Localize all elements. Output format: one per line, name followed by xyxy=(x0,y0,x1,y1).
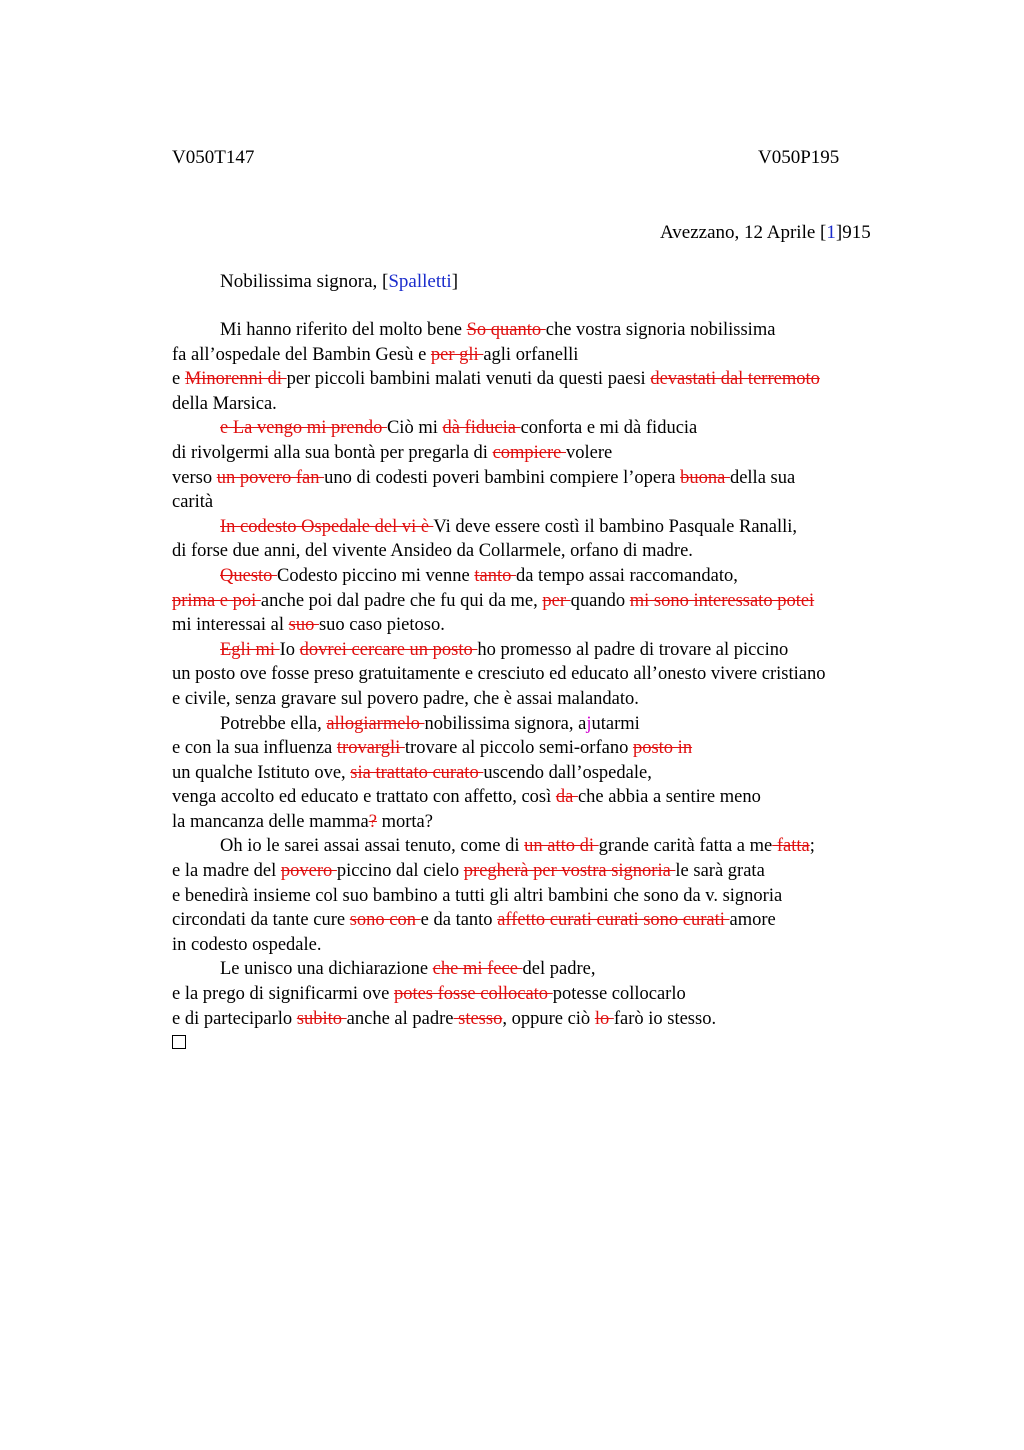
text-segment: un qualche Istituto ove, xyxy=(172,762,351,783)
salutation-text: Nobilissima signora, [ xyxy=(220,271,389,292)
deleted-text: Egli mi xyxy=(220,639,280,660)
text-segment: conforta e mi dà fiducia xyxy=(520,418,698,439)
deleted-text: trovargli xyxy=(336,738,405,759)
deleted-text: affetto curati curati sono curati xyxy=(497,910,730,931)
letter-body xyxy=(172,318,932,1056)
deleted-text: per xyxy=(542,590,571,611)
text-segment: anche al padre xyxy=(346,1008,454,1029)
deleted-text: potes fosse collocato xyxy=(393,984,553,1005)
salutation-editorial-name: Spalletti xyxy=(388,271,452,292)
text-line xyxy=(172,933,932,958)
text-segment: la mancanza delle mamma xyxy=(172,811,369,832)
deleted-text: fatta xyxy=(772,836,810,857)
deleted-text: sia trattato curato xyxy=(350,762,484,783)
deleted-text: povero xyxy=(280,861,337,882)
salutation-text-end: ] xyxy=(451,271,459,292)
text-line xyxy=(172,1007,932,1032)
deleted-text: che mi fece xyxy=(432,959,523,980)
text-segment: ho promesso al padre di trovare al piccino xyxy=(477,639,789,660)
deleted-text: tanto xyxy=(474,565,516,586)
deleted-text: da xyxy=(555,787,578,808)
text-line xyxy=(172,712,932,737)
text-segment: carità xyxy=(172,492,214,513)
deleted-text: prima e poi xyxy=(172,590,261,611)
deleted-text: Minorenni di xyxy=(184,369,287,390)
text-line xyxy=(172,490,932,515)
text-segment: potesse collocarlo xyxy=(552,984,686,1005)
text-segment: mi interessai al xyxy=(172,615,289,636)
deleted-text: pregherà per vostra signoria xyxy=(463,861,676,882)
text-segment: della sua xyxy=(729,467,796,488)
text-segment: agli orfanelli xyxy=(483,344,579,365)
text-line xyxy=(172,466,932,491)
text-line xyxy=(172,539,932,564)
deleted-text: un atto di xyxy=(524,836,599,857)
text-segment: quando xyxy=(570,590,630,611)
text-segment: piccino dal cielo xyxy=(336,861,464,882)
text-line xyxy=(172,416,932,441)
deleted-text: compiere xyxy=(492,442,567,463)
text-segment: in codesto ospedale. xyxy=(172,934,322,955)
text-line xyxy=(172,515,932,540)
deleted-text: per gli xyxy=(430,344,484,365)
text-line xyxy=(172,982,932,1007)
text-segment: della Marsica. xyxy=(172,393,277,414)
text-segment: del padre, xyxy=(522,959,596,980)
date-text: Avezzano, 12 Aprile [ xyxy=(660,222,827,243)
text-line xyxy=(172,908,932,933)
text-line xyxy=(172,687,932,712)
text-line xyxy=(172,785,932,810)
text-segment: utarmi xyxy=(591,713,640,734)
deleted-text: buona xyxy=(680,467,730,488)
text-segment: ; xyxy=(809,836,815,857)
text-segment: Le unisco una dichiarazione xyxy=(220,959,433,980)
text-segment: di forse due anni, del vivente Ansideo da Collarmele, orfano di madre. xyxy=(172,541,693,562)
text-line xyxy=(172,589,932,614)
text-line xyxy=(172,859,932,884)
document-code-left: V050T147 xyxy=(172,147,255,168)
text-segment: Codesto piccino mi venne xyxy=(277,565,475,586)
text-segment: e con la sua influenza xyxy=(172,738,337,759)
text-line xyxy=(172,810,932,835)
date-editorial-insert: 1 xyxy=(826,222,836,243)
deleted-text: e La vengo mi prendo xyxy=(220,418,387,439)
text-line xyxy=(172,662,932,687)
text-segment: di rivolgermi alla sua bontà per pregarla di xyxy=(172,442,493,463)
text-segment: grande carità fatta a me xyxy=(598,836,773,857)
deleted-text: Questo xyxy=(220,565,278,586)
text-line xyxy=(172,441,932,466)
date-text-end: ]915 xyxy=(835,222,871,243)
text-line xyxy=(172,736,932,761)
text-line xyxy=(172,367,932,392)
text-segment: Oh io le sarei assai assai tenuto, come di xyxy=(220,836,525,857)
text-segment: Ciò mi xyxy=(386,418,443,439)
text-segment: un posto ove fosse preso gratuitamente e cresciuto ed educato all’onesto vivere cristiano xyxy=(172,664,826,685)
text-line xyxy=(172,343,932,368)
deleted-text: un povero fan xyxy=(216,467,325,488)
text-segment: uscendo dall’ospedale, xyxy=(483,762,652,783)
deleted-text: dovrei cercare un posto xyxy=(299,639,478,660)
deleted-text: subito xyxy=(296,1008,347,1029)
text-line xyxy=(172,564,932,589)
text-segment: da tempo assai raccomandato, xyxy=(515,565,738,586)
correction-text: j xyxy=(586,713,592,734)
text-segment: che vostra signoria nobilissima xyxy=(545,320,776,340)
text-segment: le sarà grata xyxy=(675,861,765,882)
deleted-text: devastati dal terremoto xyxy=(650,369,820,390)
deleted-text: sono con xyxy=(349,910,421,931)
text-line xyxy=(172,957,932,982)
text-segment: e la madre del xyxy=(172,861,281,882)
text-line xyxy=(172,392,932,417)
text-line xyxy=(172,318,932,343)
text-segment: e la prego di significarmi ove xyxy=(172,984,394,1005)
deleted-text: allogiarmelo xyxy=(326,713,425,734)
text-segment: nobilissima signora, a xyxy=(424,713,587,734)
deleted-text: suo xyxy=(288,615,319,636)
text-segment: che abbia a sentire meno xyxy=(577,787,761,808)
text-segment: per piccoli bambini malati venuti da questi paesi xyxy=(286,369,651,390)
text-segment: morta? xyxy=(376,811,433,832)
text-segment: venga accolto ed educato e trattato con affetto, così xyxy=(172,787,556,808)
deleted-text: lo xyxy=(594,1008,614,1029)
document-code-right: V050P195 xyxy=(758,147,840,168)
text-segment: e benedirà insieme col suo bambino a tutti gli altri bambini che sono da v. signoria xyxy=(172,885,783,906)
text-segment: uno di codesti poveri bambini compiere l’opera xyxy=(324,467,681,488)
text-segment: e civile, senza gravare sul povero padre, che è assai malandato. xyxy=(172,688,639,709)
letter-date xyxy=(660,221,871,245)
deleted-text: posto in xyxy=(632,738,693,759)
deleted-text: dà fiducia xyxy=(442,418,521,439)
text-segment: anche poi dal padre che fu qui da me, xyxy=(260,590,543,611)
text-segment: Vi deve essere costì il bambino Pasquale Ranalli, xyxy=(433,516,798,537)
text-segment: e da tanto xyxy=(420,910,498,931)
text-segment: Mi hanno riferito del molto bene xyxy=(220,320,467,340)
end-box-icon xyxy=(172,1035,186,1049)
text-segment: e xyxy=(172,369,185,390)
text-segment: , oppure ciò xyxy=(502,1008,595,1029)
salutation xyxy=(220,270,458,294)
deleted-text: In codesto Ospedale del vi è xyxy=(220,516,434,537)
text-line xyxy=(172,834,932,859)
deleted-text: stesso xyxy=(453,1008,503,1029)
text-line xyxy=(172,638,932,663)
text-segment: Potrebbe ella, xyxy=(220,713,327,734)
text-segment: Io xyxy=(279,639,300,660)
text-segment: farò io stesso. xyxy=(613,1008,717,1029)
text-line xyxy=(172,761,932,786)
text-segment: amore xyxy=(729,910,776,931)
text-segment: fa all’ospedale del Bambin Gesù e xyxy=(172,344,431,365)
text-segment: suo caso pietoso. xyxy=(318,615,445,636)
text-line xyxy=(172,613,932,638)
text-segment: verso xyxy=(172,467,217,488)
text-segment: e di parteciparlo xyxy=(172,1008,297,1029)
text-segment: volere xyxy=(566,442,613,463)
deleted-text: mi sono interessato potei xyxy=(629,590,815,611)
text-segment: circondati da tante cure xyxy=(172,910,350,931)
text-line xyxy=(172,884,932,909)
deleted-text: So quanto xyxy=(466,320,546,340)
end-line xyxy=(172,1031,932,1056)
text-segment: trovare al piccolo semi-orfano xyxy=(404,738,633,759)
deleted-text: ? xyxy=(368,811,377,832)
